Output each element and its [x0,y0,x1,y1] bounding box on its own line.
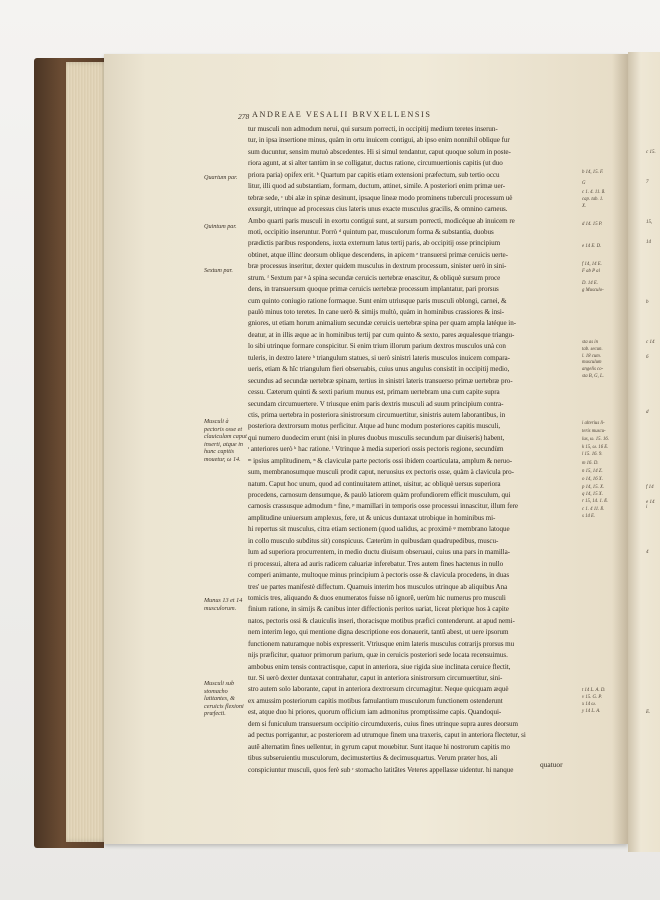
marginal-reference: sta B, G, L. [582,374,604,379]
text-line: ᵐ ipsius amplitudinem, ⁿ & claviculæ parte pectoris ossi ibidem coarticulata, amplum & neruo- [248,456,513,465]
marginal-reference: G [582,181,586,186]
right-page-fragment: 7 [646,180,649,185]
text-line: stro autem solo laborante, caput in anteriora dextrorsum circumagitur. Neque quicquam æquè [248,685,509,694]
marginal-reference: b 14, 15. F. [582,170,604,175]
page-number: 278 [238,112,250,121]
marginal-reference: d 14. 15 P. [582,222,603,227]
text-line: dem si funiculum transuersum occipitio circumduxeris, cuius fines utrinque supra aures deorsum [248,719,518,728]
marginal-reference: D. 14 E. [582,281,598,286]
text-line: procedens, carnosum densumque, & paulò latiorem quàm profundiorem efficit musculum, qui [248,491,511,499]
text-line: tur musculi non admodum nerui, qui sursum porrecti, in occipitij medium teretes inserun- [248,125,498,133]
text-line: tibus subseruientiu musculorum, decimustertius & decimusquartus. Verum præter hos, ali [248,754,498,763]
text-line: moti, occipitio inseruntur. Porrò ᵈ quintum par, musculorum forma & substantia, duobus [248,227,494,236]
sidenote-quartum-par: Quartum par. [204,174,238,181]
running-head: ANDREAE VESALII BRVXELLENSIS [252,110,432,119]
text-line: comperi animante, multoque minus principium à pectoris osse & clavicula procedens, in duas [248,571,510,580]
text-line: tur. Si uerò dexter duntaxat contrahatur, caput in anteriora sinistrorsum circumuertitur, sini- [248,674,503,682]
marginal-reference: l. 18 cum. [582,354,601,359]
text-line: bræ processus inseritur, dexter quidem musculus in dextrum processum, sinister uerò in sini- [248,262,507,271]
right-page-fragment: 4 [646,550,649,555]
text-line: finium ratione, in simijs & canibus inter diffectionis peritos uariat, liceat plerique hos à capite [248,605,509,614]
text-line: ambobus enim tensis contractisque, caput in anteriora, siue rigida siue inclinata ceruice flectit, [248,662,511,671]
text-line: strum. ᶠ Sextum par ᵍ à spina secundæ ceruicis uertebræ enascitur, & obliquè sursum proce [248,273,501,282]
text-line: secundus ad secundæ uertebræ spinam, tertius in sinistri lateris transuerso primæ uertebræ pro- [248,376,513,385]
marginal-reference: sta as in [582,340,598,345]
text-line: tebræ sede, ᶜ ubi alæ in spinæ desinunt, ipsaque lineæ modo prominens tuberculi processum uè [248,193,513,202]
right-page-fragment: 14 [646,240,651,245]
marginal-reference: c 1. 4 11. ß. [582,507,605,512]
marginal-reference: k 15, ω. 16 E. [582,445,609,450]
text-line: ueris, etiam & hîc triangulum fieri obseruabis, cuius unus angulus consistit in occipitij medio, [248,365,510,374]
right-page-fragment: d [646,410,649,415]
text-line: paulò minus toto teretes. In cane uerò & simijs multò, quàm in hominibus crassiores & insi- [248,308,505,316]
marginal-reference: f 14, 14 E. [582,262,602,267]
text-line: dens, in transuersum quoque primæ ceruicis uertebræ processum implantatur, pari prorsus [248,285,499,294]
marginal-reference: angelis co- [582,367,604,372]
marginal-reference: s 14 E. [582,514,596,519]
marginal-reference: r 15, 14. 1. ß. [582,499,608,504]
text-line: priora paria) opifex erit. ᵇ Quartum par capitis etiam extensioni præfectum, sub tertio occu [248,170,500,179]
marginal-reference: cap. tab. 1. [582,197,604,202]
marginal-reference: q 14, 15 X. [582,492,603,497]
text-line: exsurgit, utrinque ad processus cius lateris unus exacte musculus gracilis, & omnino carneus. [248,205,508,214]
right-page-fragment: 6 [646,355,649,360]
text-line: tres' ue partes manifestè diffectum. Quamuis interim hos musculos utrinque ab aliquibus Ana [248,582,508,591]
text-line: amplitudine uniuersum amplexus, fere, ut & unicus duntaxat utrobique in hominibus mi- [248,513,496,522]
right-page-fragment: c 14 [646,340,655,345]
text-line: tomicis tres, aliquando & duos enumeratos fuisse nō ignorē, uerùm hic numerus pro musculi [248,593,506,602]
right-page-fragment: i [646,505,648,510]
marginal-reference: t 14 L. A. D. [582,688,606,693]
text-line: lo sibi utrinque formare conspicitur. Si enim trium illorum parium dextros musculos unà con [248,342,506,351]
marginal-reference: X. [582,204,587,209]
sidenote-munus: Munus 13 et 14 musculorum. [204,597,243,612]
marginal-reference: n 15, 14 Z. [582,469,603,474]
sidenote-sextum-par: Sextum par. [204,267,233,274]
text-line: deatur, at in illis æque ac in hominibus tertij par cum quinto & sexto, pares æqualesque triangu- [248,330,515,339]
right-page-fragment: f 14 [646,485,654,490]
text-line: functionem naturamque nobis expresserit. Vtriusque enim lateris musculus cotrarijs prorsus mu [248,639,515,648]
marginal-reference: p 14, 15. X. [582,485,605,490]
sidenote-quintum-par: Quintum par. [204,223,237,230]
text-line: tur, in ipsa insertione minus, quàm in ortu inuicem contigui, ab ipso enim nonnihil oblique fur [248,136,510,145]
right-page-fragment: b [646,300,649,305]
text-line: cum quinto coniugio ratione formaque. Sunt enim utriusque paris musculi oblongi, carnei, & [248,296,507,305]
text-line: sum, membranosumque musculi prodit caput, neruosius ex pectoris osse, quàm à clavicula pro- [248,468,514,477]
text-line: in collo musculo subditus sit) conspicuus. Cæterùm in quibusdam quadrupedibus, muscu- [248,536,499,545]
right-page-fragment: e 14 [646,500,655,505]
marginal-reference: o 14, 16 X. [582,477,603,482]
text-line: ex amussim posteriorum capitis motibus famulantium musculorum functionem ostenderunt [248,696,503,705]
marginal-reference: y 14 L. A. [582,709,601,714]
marginal-reference: teris muscu- [582,429,606,434]
text-line: ctis, prima uertebra in posteriora sinistrorsum circumuertitur, sinistris autem laborantibus, in [248,410,506,419]
text-line: Ambo quarti paris musculi in exortu contigui sunt, at sursum porrecti, modicéque ab inuicem re [248,216,515,225]
right-page-fragment: E. [646,710,651,715]
text-line: lum ad superiora procurrentem, in medio ductu diuisum obseruaui, cuius una pars in mamilla- [248,548,510,557]
marginal-reference: tab. secun. [582,347,603,352]
right-page-fragment: 15, [646,220,653,225]
text-line: natos, pectoris ossi & clauiculis inseri, thoracisque motibus præfici contenderunt. at apud nemi- [248,616,515,625]
text-line: secundam circumuertere. V triusque enim paris dextris musculi ad suum principium contra- [248,399,504,408]
text-line: gniores, ut etiam horum animalium secundæ ceruicis uertebræ spina per quam ampla latéque in- [248,319,517,328]
text-line: posteriora dextrorsum motus perficitur. Atque ad hunc modum posteriores capitis musculi, [248,422,501,431]
text-line: nem interim lego, qui mentione digna descriptione eos donauerit, tantū abest, ut uere ipsorum [248,628,509,637]
marginal-reference: lus, ω. 15. 16. [582,437,609,442]
marginal-reference: l 15. 16. 9. [582,452,603,457]
sidenote-musculi-stomacho: Musculi sub stomacho latitantes, & ceruicis flexioni præfecti. [204,680,244,718]
text-line: natum. Caput hoc unum, quod ad continuitatem attinet, uisitur, ac obliquè uersus superiora [248,479,501,488]
marginal-reference: x 14 ω. [582,702,596,707]
text-line: conspiciuntur musculi, quos ferè sub ʳ stomacho latitātes Veteres appellasse uidentur. hi nanque [248,765,514,774]
text-line: ri processui, altera ad auris radicem caluariæ inferebatur. Tres autem fines hactenus in nullo [248,559,504,568]
text-line: obtinet, atque illinc deorsum oblique descendens, in apicem ᵉ transuersi primæ ceruicis uerte- [248,250,508,259]
text-line: sum ducuntur, sensim mutuò abscedentes. Hi si simul tendantur, caput quoque solum in poste- [248,147,511,156]
marginal-reference: i alterius li- [582,421,605,426]
text-line: riora agunt, at si alter tantùm in se colligatur, ductus ratione, circumuertionis capitis (ut duo [248,159,503,168]
text-line: est, atque duo hi priores, quorum officium iam admonitus promptissime capis. Quandoqui- [248,708,502,717]
main-text-block [248,124,576,776]
text-line: carnosis crassusque admodum ᵒ fine, ᵖ mamillari in temporis osse processui innascitur, illum fere [248,502,518,511]
marginal-reference: m 16. D. [582,461,599,466]
marginal-reference: g Musculo- [582,288,604,293]
text-line: tuleris, in dextro latere ʰ triangulum statues, si uerò sinistri lateris musculos inuicem compara- [248,353,510,362]
text-line: cessu. Cæterum quinti & sexti parium munus est, primam uertebram una cum capite supra [248,388,500,397]
right-page [628,52,660,852]
text-line: hi repertus sit musculus, citra etiam sectionem (quod ualidus, ac proximè ᵠ membrano latoque [248,525,510,534]
marginal-reference: c 1. 4. 11. ß. [582,190,606,195]
marginal-reference: musculum [582,360,602,365]
text-line: ᶦ anteriores uerò ᵏ hac ratione. ˡ Vtrinque à media superiori ossis pectoris regione, secundùm [248,445,504,454]
marginal-reference: e 14 E. D. [582,244,602,249]
catchword: quatuor [540,760,563,769]
sidenote-musculi-pectoris: Musculi à pectoris osse et clauiculam caput inserti, atque in hunc capitis mouetur, ω 14. [204,418,247,463]
text-line: litur, illi quod ad substantiam, formam, ductum, attinet, simile. A posteriori enim primæ uer- [248,182,506,191]
marginal-reference: v 15. G. P. [582,695,602,700]
text-line: qui numero duodecim erunt (nisi in plures duobus musculis secundum par diuiseris) habent, [248,433,505,442]
right-page-fragment: c 15. [646,150,656,155]
marginal-reference: F ab P al [582,269,600,274]
text-line: autē alternatim fines uellentur, in gyrum caput mouebitur. Sunt itaque hi nostrorum capitis mo [248,742,510,751]
text-line: ad pectus porrigantur, ac posteriorem ad utrumque finem una traxeris, caput in anteriora flectetur, si [248,731,526,740]
text-line: prædictis paribus respondens, iuxta externum latus tertij paris, ab occipitij osse principium [248,239,501,248]
text-line: nijs præficitur, quatuor primorum parium, quæ in ceruicis posteriori sede locata recensuimus. [248,651,508,660]
